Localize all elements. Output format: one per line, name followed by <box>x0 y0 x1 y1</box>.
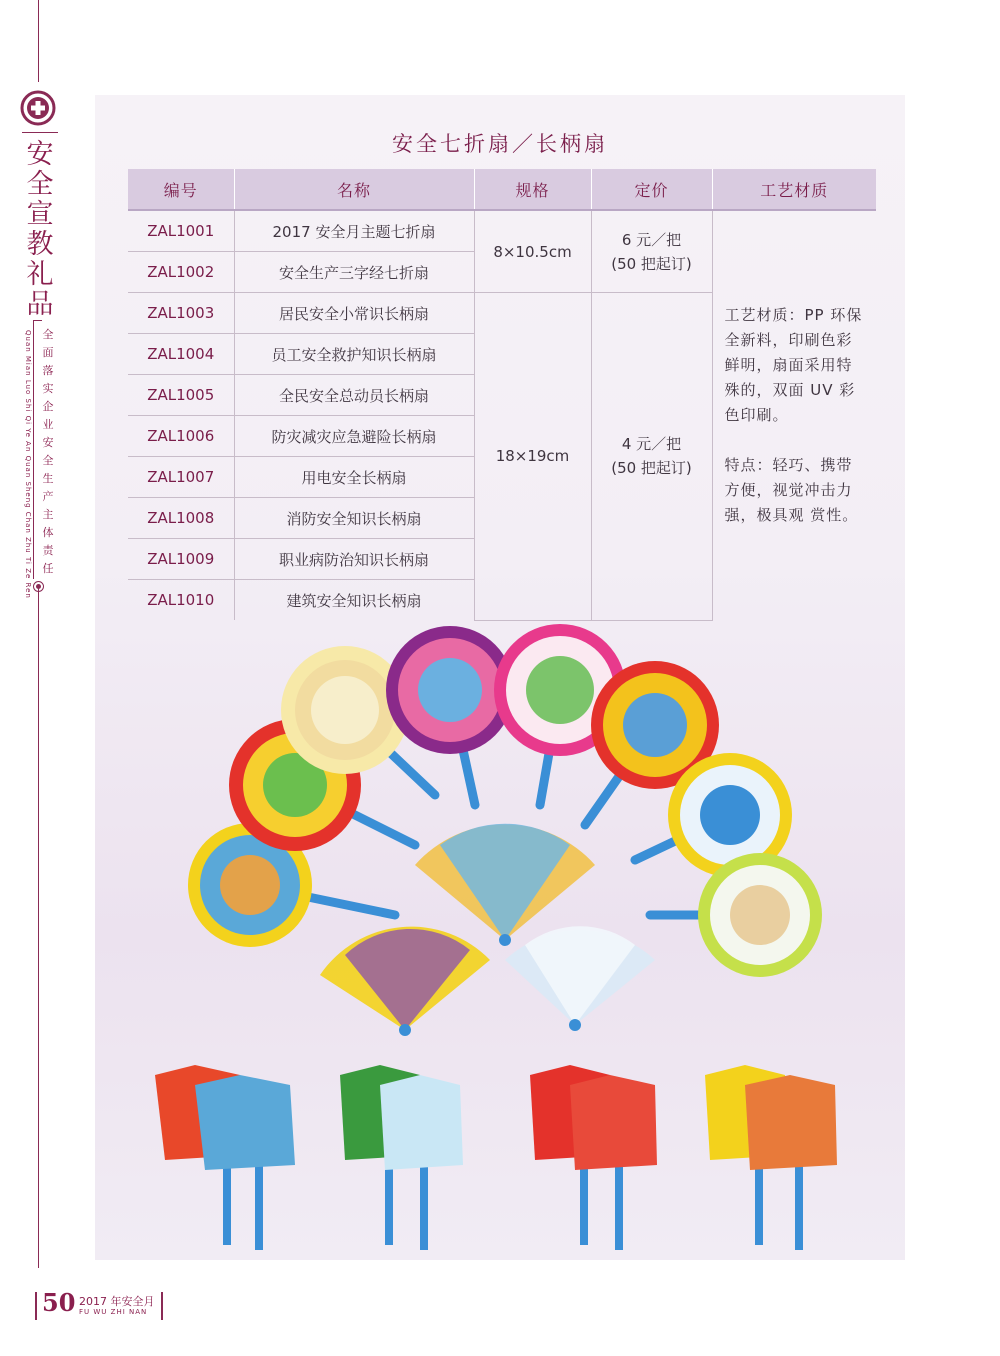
slogan-char: 全 <box>42 454 54 467</box>
slogan-char: 主 <box>42 508 54 521</box>
product-code: ZAL1009 <box>128 539 234 580</box>
slogan-char: 企 <box>42 400 54 413</box>
product-code: ZAL1004 <box>128 334 234 375</box>
slogan-char: 体 <box>42 526 54 539</box>
product-code: ZAL1006 <box>128 416 234 457</box>
sidebar-title-char: 安 <box>26 139 54 170</box>
slogan-char: 产 <box>42 490 54 503</box>
material-text: 工艺材质：PP 环保全新料，印刷色彩鲜明，扇面采用特殊的，双面 UV 彩色印刷。 <box>724 306 863 424</box>
slogan-char: 面 <box>42 346 54 359</box>
product-name: 员工安全救护知识长柄扇 <box>234 334 474 375</box>
sidebar-title-char: 礼 <box>26 259 54 290</box>
header-name: 名称 <box>234 169 474 210</box>
table-header-row <box>128 169 876 210</box>
slogan-char: 任 <box>42 562 54 575</box>
footer-subtitle: FU WU ZHI NAN <box>79 1308 148 1316</box>
slogan-char: 落 <box>42 364 54 377</box>
product-name: 用电安全长柄扇 <box>234 457 474 498</box>
product-code: ZAL1008 <box>128 498 234 539</box>
footer-bar <box>35 1292 37 1320</box>
product-name: 消防安全知识长柄扇 <box>234 498 474 539</box>
header-code: 编号 <box>128 169 234 210</box>
page-number: 50 <box>42 1288 76 1317</box>
slogan-char: 生 <box>42 472 54 485</box>
product-code: ZAL1001 <box>128 210 234 252</box>
sidebar-line-bottom <box>38 588 39 1268</box>
header-spec: 规格 <box>474 169 591 210</box>
sidebar-slogan-pinyin <box>24 330 34 599</box>
slogan-char: 业 <box>42 418 54 431</box>
product-code: ZAL1007 <box>128 457 234 498</box>
price-note: (50 把起订) <box>611 254 692 273</box>
slogan-char: 安 <box>42 436 54 449</box>
product-name: 居民安全小常识长柄扇 <box>234 293 474 334</box>
product-code: ZAL1010 <box>147 591 215 609</box>
sidebar-line-top <box>38 0 39 82</box>
sidebar-slogan <box>41 326 55 578</box>
sidebar-title-char: 全 <box>26 169 54 200</box>
slogan-char: 实 <box>42 382 54 395</box>
footer-title: 2017 年安全月 <box>79 1295 155 1308</box>
sidebar-title <box>22 140 58 320</box>
product-name: 安全生产三字经七折扇 <box>234 252 474 293</box>
round-fan <box>386 626 514 805</box>
spec-group-1: 8×10.5cm <box>474 210 591 293</box>
product-name: 全民安全总动员长柄扇 <box>234 375 474 416</box>
slogan-char: 全 <box>42 328 54 341</box>
price-note: (50 把起订) <box>611 459 692 478</box>
product-code: ZAL1003 <box>128 293 234 334</box>
price-group-2 <box>591 293 712 621</box>
sidebar-divider <box>22 132 58 133</box>
table-row <box>128 210 876 252</box>
safety-cross-emblem-icon <box>20 90 56 126</box>
sidebar-title-char: 教 <box>26 229 54 260</box>
footer-bar <box>161 1292 163 1320</box>
product-name: 建筑安全知识长柄扇 <box>234 580 474 621</box>
slogan-char: 责 <box>42 544 54 557</box>
shaped-fan <box>340 1065 463 1250</box>
sidebar-pinyin-text: Quan Mian Luo Shi Qi Ye An Quan Sheng Chan Zhu Ti Ze Ren <box>24 330 32 599</box>
header-material: 工艺材质 <box>712 169 876 210</box>
sidebar <box>0 0 70 1356</box>
round-fan <box>650 853 822 977</box>
product-name: 职业病防治知识长柄扇 <box>234 539 474 580</box>
shaped-fan <box>530 1065 657 1250</box>
price-value: 6 元／把 <box>621 230 682 249</box>
page-title: 安全七折扇／长柄扇 <box>392 132 608 156</box>
folding-fan <box>320 927 490 1036</box>
sidebar-title-char: 品 <box>26 289 54 320</box>
product-name: 2017 安全月主题七折扇 <box>234 210 474 252</box>
product-code: ZAL1005 <box>128 375 234 416</box>
header-price: 定价 <box>591 169 712 210</box>
product-code: ZAL1002 <box>128 252 234 293</box>
fan-products-photo <box>95 615 905 1260</box>
spec-group-2: 18×19cm <box>474 293 591 621</box>
features-text: 特点：轻巧、携带方便，视觉冲击力强，极具观 赏性。 <box>724 456 859 524</box>
shaped-fan <box>155 1065 295 1250</box>
sidebar-title-char: 宣 <box>26 199 54 230</box>
folding-fan <box>505 926 655 1031</box>
material-description <box>712 210 876 620</box>
shaped-fan <box>705 1065 837 1250</box>
product-name: 防灾减灾应急避险长柄扇 <box>234 416 474 457</box>
price-value: 4 元／把 <box>621 435 682 454</box>
price-group-1 <box>591 210 712 293</box>
product-table <box>128 169 876 621</box>
